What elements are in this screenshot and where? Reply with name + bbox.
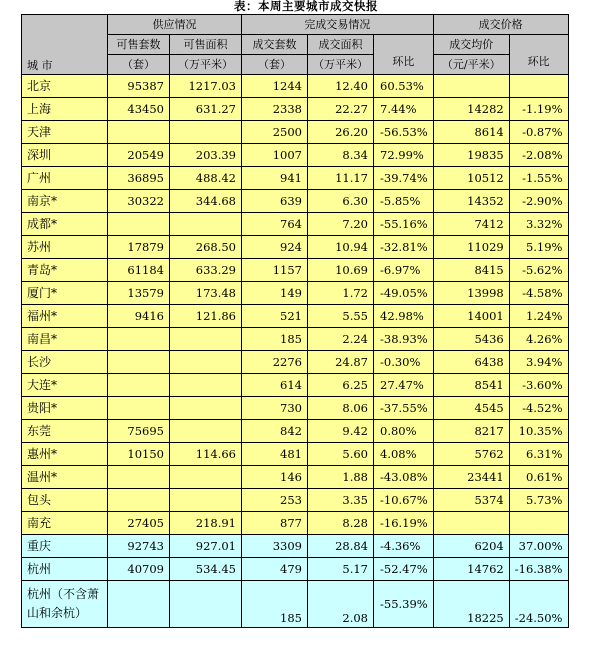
cell-city: 南昌* <box>22 328 108 351</box>
header-deal-sets: 成交套数 <box>242 35 308 55</box>
header-unit-price: （元/平米） <box>433 55 509 75</box>
cell-deal-sets: 877 <box>242 512 308 535</box>
cell-city: 南京* <box>22 190 108 213</box>
cell-deal-sets: 3309 <box>242 535 308 558</box>
cell-deal-area: 1.88 <box>308 466 374 489</box>
header-unit-sets2: （套） <box>242 55 308 75</box>
cell-avg-price: 6438 <box>433 351 509 374</box>
cell-mom: -32.81% <box>374 236 434 259</box>
cell-avail-area: 121.86 <box>170 305 242 328</box>
cell-deal-area: 10.69 <box>308 259 374 282</box>
table-row <box>22 535 569 558</box>
cell-avail-area <box>170 213 242 236</box>
cell-deal-area: 26.20 <box>308 121 374 144</box>
header-mom: 环比 <box>374 35 434 75</box>
cell-deal-sets: 639 <box>242 190 308 213</box>
cell-deal-sets: 614 <box>242 374 308 397</box>
cell-mom2: 3.94% <box>509 351 568 374</box>
cell-avail-sets: 40709 <box>108 558 170 581</box>
table-row <box>22 121 569 144</box>
cell-avail-area <box>170 374 242 397</box>
table-caption: 表：本周主要城市成交快报 <box>234 0 378 13</box>
cell-avg-price: 11029 <box>433 236 509 259</box>
cell-city: 惠州* <box>22 443 108 466</box>
cell-avg-price: 5762 <box>433 443 509 466</box>
cell-avail-sets <box>108 374 170 397</box>
cell-city: 天津 <box>22 121 108 144</box>
cell-mom2: -24.50% <box>509 581 568 628</box>
cell-deal-area: 28.84 <box>308 535 374 558</box>
cell-deal-area: 6.30 <box>308 190 374 213</box>
cell-city: 温州* <box>22 466 108 489</box>
cell-avg-price: 13998 <box>433 282 509 305</box>
cell-mom2: 5.73% <box>509 489 568 512</box>
header-deal-area: 成交面积 <box>308 35 374 55</box>
cell-city: 深圳 <box>22 144 108 167</box>
cell-deal-sets: 1007 <box>242 144 308 167</box>
header-avg-price: 成交均价 <box>433 35 509 55</box>
table-row <box>22 558 569 581</box>
cell-avg-price: 8541 <box>433 374 509 397</box>
cell-avg-price: 10512 <box>433 167 509 190</box>
cell-mom: 27.47% <box>374 374 434 397</box>
cell-avail-sets: 27405 <box>108 512 170 535</box>
header-unit-sets: （套） <box>108 55 170 75</box>
cell-mom2: 5.19% <box>509 236 568 259</box>
cell-avail-sets <box>108 121 170 144</box>
cell-mom2: 3.32% <box>509 213 568 236</box>
table-row <box>22 489 569 512</box>
cell-mom: -39.74% <box>374 167 434 190</box>
cell-mom: 7.44% <box>374 98 434 121</box>
cell-avg-price: 6204 <box>433 535 509 558</box>
cell-deal-area: 11.17 <box>308 167 374 190</box>
cell-avail-area: 173.48 <box>170 282 242 305</box>
cell-avail-area <box>170 328 242 351</box>
cell-mom: 0.80% <box>374 420 434 443</box>
cell-city: 重庆 <box>22 535 108 558</box>
cell-avg-price: 5374 <box>433 489 509 512</box>
cell-mom2: -16.38% <box>509 558 568 581</box>
cell-mom2: -4.58% <box>509 282 568 305</box>
cell-city: 厦门* <box>22 282 108 305</box>
cell-avail-sets <box>108 581 170 628</box>
cell-mom: 72.99% <box>374 144 434 167</box>
cell-mom2: -3.60% <box>509 374 568 397</box>
cell-deal-area: 5.55 <box>308 305 374 328</box>
table-row <box>22 213 569 236</box>
cell-mom2 <box>509 75 568 98</box>
cell-mom: -49.05% <box>374 282 434 305</box>
cell-avg-price: 8415 <box>433 259 509 282</box>
table-row <box>22 397 569 420</box>
header-deal-group: 完成交易情况 <box>242 15 434 35</box>
header-avail-area: 可售面积 <box>170 35 242 55</box>
table-row <box>22 98 569 121</box>
cell-deal-sets: 185 <box>242 581 308 628</box>
header-unit-area: （万平米） <box>170 55 242 75</box>
city-transactions-table <box>21 14 569 628</box>
cell-city: 福州* <box>22 305 108 328</box>
cell-avg-price: 19835 <box>433 144 509 167</box>
cell-mom2: 10.35% <box>509 420 568 443</box>
cell-avg-price: 8614 <box>433 121 509 144</box>
cell-avail-sets: 43450 <box>108 98 170 121</box>
cell-avail-area: 631.27 <box>170 98 242 121</box>
cell-city: 包头 <box>22 489 108 512</box>
table-row <box>22 443 569 466</box>
cell-mom2 <box>509 512 568 535</box>
cell-avail-area: 927.01 <box>170 535 242 558</box>
cell-deal-sets: 146 <box>242 466 308 489</box>
header-unit-area2: （万平米） <box>308 55 374 75</box>
table-row <box>22 259 569 282</box>
cell-mom: 42.98% <box>374 305 434 328</box>
cell-deal-sets: 730 <box>242 397 308 420</box>
table-row <box>22 167 569 190</box>
cell-avail-sets <box>108 328 170 351</box>
table-row <box>22 305 569 328</box>
cell-deal-area: 5.60 <box>308 443 374 466</box>
cell-deal-sets: 185 <box>242 328 308 351</box>
cell-deal-sets: 941 <box>242 167 308 190</box>
cell-city: 苏州 <box>22 236 108 259</box>
cell-deal-sets: 842 <box>242 420 308 443</box>
cell-avg-price: 18225 <box>433 581 509 628</box>
cell-city: 大连* <box>22 374 108 397</box>
cell-avail-area: 218.91 <box>170 512 242 535</box>
cell-deal-area: 8.28 <box>308 512 374 535</box>
cell-deal-sets: 924 <box>242 236 308 259</box>
cell-city: 东莞 <box>22 420 108 443</box>
cell-deal-sets: 2500 <box>242 121 308 144</box>
table-row <box>22 236 569 259</box>
cell-avail-sets <box>108 351 170 374</box>
cell-avail-sets: 61184 <box>108 259 170 282</box>
table-row <box>22 512 569 535</box>
cell-avg-price: 14352 <box>433 190 509 213</box>
cell-mom2: -0.87% <box>509 121 568 144</box>
cell-deal-area: 9.42 <box>308 420 374 443</box>
cell-deal-area: 5.17 <box>308 558 374 581</box>
cell-avail-area: 268.50 <box>170 236 242 259</box>
cell-deal-area: 22.27 <box>308 98 374 121</box>
cell-mom: -55.16% <box>374 213 434 236</box>
cell-avg-price: 8217 <box>433 420 509 443</box>
cell-mom2: -5.62% <box>509 259 568 282</box>
cell-deal-sets: 2276 <box>242 351 308 374</box>
cell-mom: 4.08% <box>374 443 434 466</box>
cell-city: 杭州 <box>22 558 108 581</box>
cell-mom2: 37.00% <box>509 535 568 558</box>
table-row <box>22 75 569 98</box>
cell-city: 广州 <box>22 167 108 190</box>
cell-city: 杭州（不含萧山和余杭） <box>22 581 108 628</box>
cell-avail-area <box>170 351 242 374</box>
cell-avg-price: 14001 <box>433 305 509 328</box>
cell-deal-sets: 149 <box>242 282 308 305</box>
cell-mom2: 0.61% <box>509 466 568 489</box>
cell-avail-area: 1217.03 <box>170 75 242 98</box>
table-row <box>22 351 569 374</box>
cell-avail-area: 633.29 <box>170 259 242 282</box>
cell-avail-sets: 20549 <box>108 144 170 167</box>
cell-mom2: -2.90% <box>509 190 568 213</box>
cell-mom2: -1.55% <box>509 167 568 190</box>
cell-avail-sets: 10150 <box>108 443 170 466</box>
cell-mom2: -2.08% <box>509 144 568 167</box>
cell-deal-sets: 521 <box>242 305 308 328</box>
table-row <box>22 466 569 489</box>
cell-avail-sets: 9416 <box>108 305 170 328</box>
cell-avail-sets: 92743 <box>108 535 170 558</box>
cell-deal-sets: 764 <box>242 213 308 236</box>
cell-avail-area <box>170 466 242 489</box>
cell-avg-price: 23441 <box>433 466 509 489</box>
cell-avail-area: 534.45 <box>170 558 242 581</box>
cell-deal-area: 3.35 <box>308 489 374 512</box>
cell-avg-price: 4545 <box>433 397 509 420</box>
cell-avg-price: 7412 <box>433 213 509 236</box>
cell-mom: -16.19% <box>374 512 434 535</box>
table-row <box>22 190 569 213</box>
table-row <box>22 581 569 628</box>
cell-deal-area: 12.40 <box>308 75 374 98</box>
cell-avail-sets <box>108 466 170 489</box>
header-avail-sets: 可售套数 <box>108 35 170 55</box>
cell-avail-sets <box>108 489 170 512</box>
cell-deal-area: 10.94 <box>308 236 374 259</box>
cell-avg-price: 14282 <box>433 98 509 121</box>
cell-avail-sets: 17879 <box>108 236 170 259</box>
cell-deal-sets: 1157 <box>242 259 308 282</box>
cell-mom2: -1.19% <box>509 98 568 121</box>
cell-avail-sets <box>108 213 170 236</box>
cell-avail-sets <box>108 397 170 420</box>
cell-avail-sets: 30322 <box>108 190 170 213</box>
cell-mom: -5.85% <box>374 190 434 213</box>
cell-avail-area <box>170 121 242 144</box>
cell-mom: -38.93% <box>374 328 434 351</box>
cell-mom2: 6.31% <box>509 443 568 466</box>
header-supply-group: 供应情况 <box>108 15 242 35</box>
cell-avg-price <box>433 75 509 98</box>
cell-mom: -56.53% <box>374 121 434 144</box>
cell-city: 南充 <box>22 512 108 535</box>
cell-avail-sets: 13579 <box>108 282 170 305</box>
cell-deal-sets: 1244 <box>242 75 308 98</box>
cell-deal-area: 8.06 <box>308 397 374 420</box>
cell-deal-area: 6.25 <box>308 374 374 397</box>
cell-city: 贵阳* <box>22 397 108 420</box>
cell-deal-area: 7.20 <box>308 213 374 236</box>
cell-city: 长沙 <box>22 351 108 374</box>
cell-avail-area: 203.39 <box>170 144 242 167</box>
cell-avg-price: 14762 <box>433 558 509 581</box>
cell-mom2: -4.52% <box>509 397 568 420</box>
cell-deal-sets: 2338 <box>242 98 308 121</box>
cell-avail-area <box>170 489 242 512</box>
cell-mom: -55.39% <box>374 581 434 628</box>
header-row-1 <box>22 15 569 35</box>
cell-mom: -10.67% <box>374 489 434 512</box>
cell-deal-area: 8.34 <box>308 144 374 167</box>
cell-deal-area: 24.87 <box>308 351 374 374</box>
cell-city: 上海 <box>22 98 108 121</box>
cell-avail-area <box>170 420 242 443</box>
cell-mom: 60.53% <box>374 75 434 98</box>
cell-city: 北京 <box>22 75 108 98</box>
table-row <box>22 374 569 397</box>
header-mom2: 环比 <box>509 35 568 75</box>
header-city: 城 市 <box>22 15 108 75</box>
cell-mom: -37.55% <box>374 397 434 420</box>
cell-avg-price: 5436 <box>433 328 509 351</box>
cell-avg-price <box>433 512 509 535</box>
cell-deal-area: 1.72 <box>308 282 374 305</box>
cell-city: 青岛* <box>22 259 108 282</box>
cell-mom: -4.36% <box>374 535 434 558</box>
table-row <box>22 420 569 443</box>
cell-city: 成都* <box>22 213 108 236</box>
cell-mom: -43.08% <box>374 466 434 489</box>
cell-avail-sets: 36895 <box>108 167 170 190</box>
cell-mom2: 1.24% <box>509 305 568 328</box>
cell-avail-area: 488.42 <box>170 167 242 190</box>
cell-mom: -6.97% <box>374 259 434 282</box>
cell-mom2: 4.26% <box>509 328 568 351</box>
table-row <box>22 328 569 351</box>
cell-deal-sets: 253 <box>242 489 308 512</box>
cell-avail-area: 344.68 <box>170 190 242 213</box>
cell-deal-sets: 479 <box>242 558 308 581</box>
cell-avail-sets: 95387 <box>108 75 170 98</box>
cell-mom: -52.47% <box>374 558 434 581</box>
cell-deal-area: 2.08 <box>308 581 374 628</box>
cell-deal-sets: 481 <box>242 443 308 466</box>
cell-avail-area <box>170 581 242 628</box>
cell-deal-area: 2.24 <box>308 328 374 351</box>
cell-avail-area: 114.66 <box>170 443 242 466</box>
table-row <box>22 144 569 167</box>
header-price-group: 成交价格 <box>433 15 568 35</box>
cell-mom: -0.30% <box>374 351 434 374</box>
cell-avail-area <box>170 397 242 420</box>
table-row <box>22 282 569 305</box>
cell-avail-sets: 75695 <box>108 420 170 443</box>
